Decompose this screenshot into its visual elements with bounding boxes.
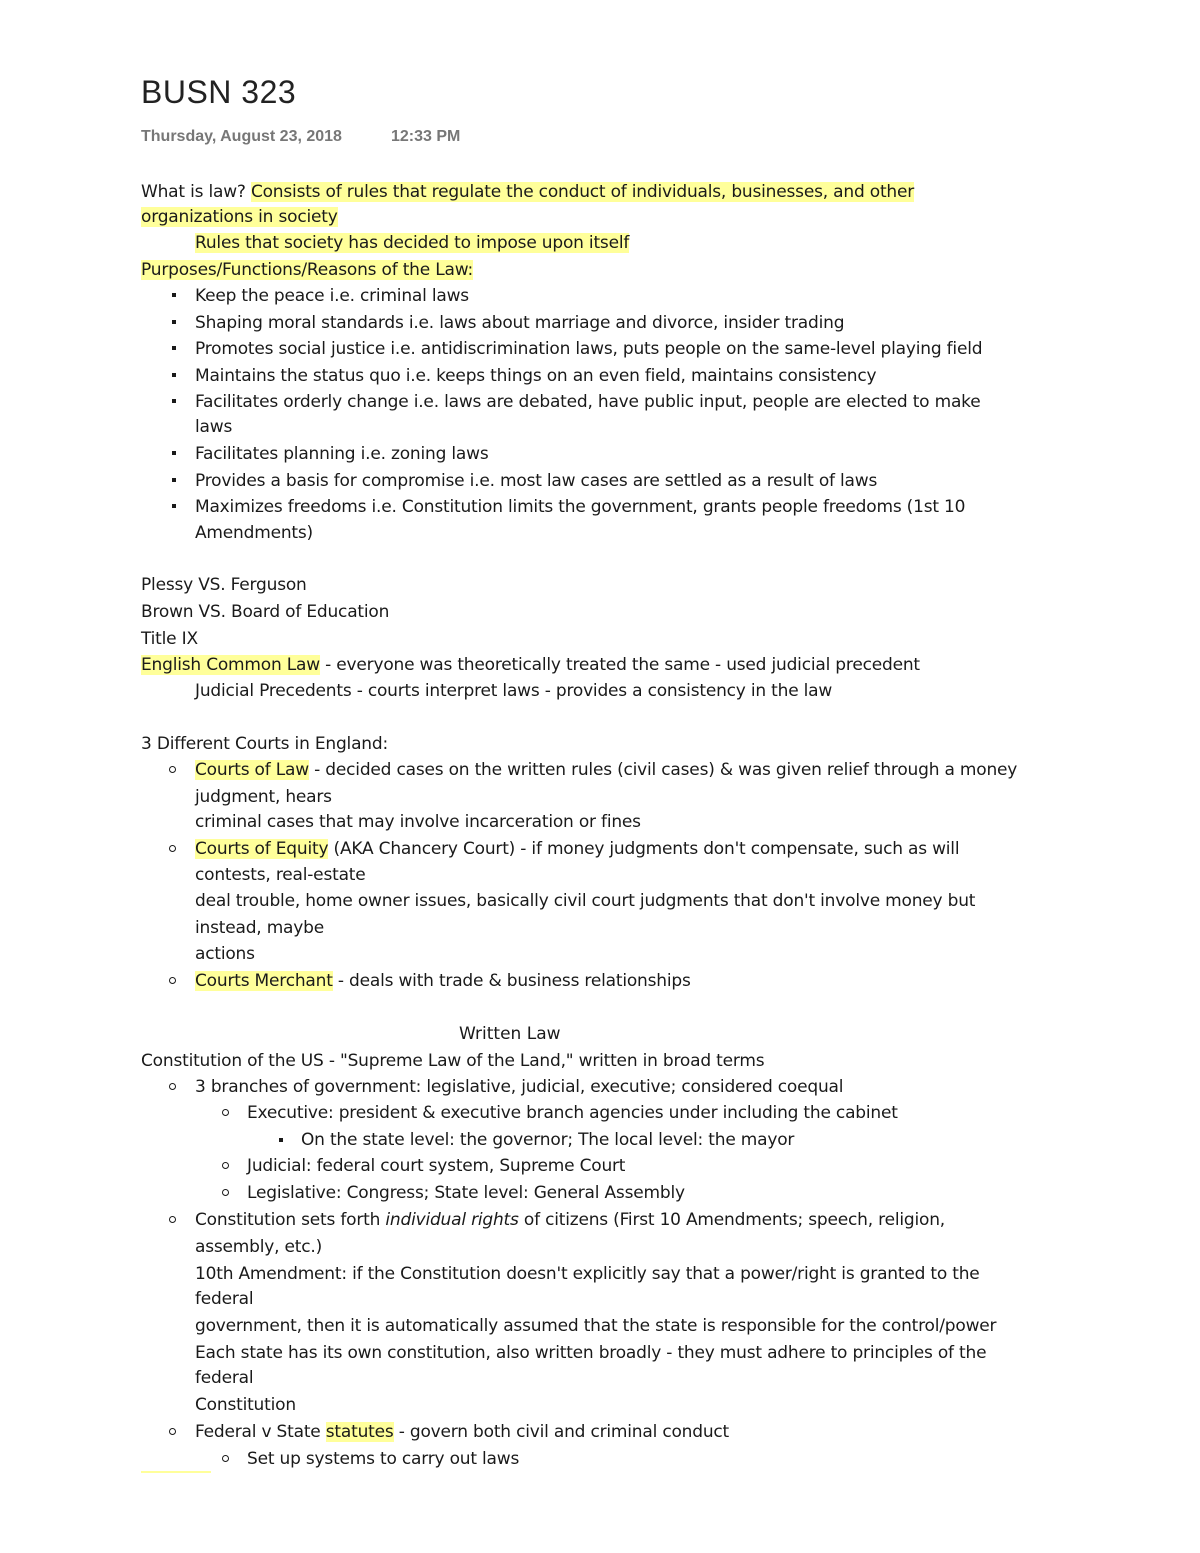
list-item-continuation: contests, real-estate	[195, 865, 366, 885]
list-item-continuation: criminal cases that may involve incarceration or fines	[195, 812, 641, 832]
text-span: - deals with trade & business relationships	[332, 971, 691, 991]
square-bullet-icon	[172, 373, 176, 377]
highlighted-text: Courts of Equity	[195, 839, 329, 859]
text-span: (AKA Chancery Court) - if money judgments don't compensate, such as will	[328, 839, 960, 859]
list-item	[195, 1421, 729, 1443]
highlighted-text: Consists of rules that regulate the conduct of individuals, businesses, and other	[250, 182, 915, 202]
highlighted-text: Rules that society has decided to impose upon itself	[195, 233, 630, 253]
text-span: Federal v State	[195, 1422, 326, 1442]
list-item-continuation: federal	[195, 1368, 254, 1388]
note-line	[141, 259, 473, 281]
list-item: Set up systems to carry out laws	[247, 1449, 520, 1469]
list-item: Shaping moral standards i.e. laws about marriage and divorce, insider trading	[195, 313, 845, 333]
square-bullet-icon	[172, 478, 176, 482]
list-item-continuation: Each state has its own constitution, also written broadly - they must adhere to principles of the	[195, 1343, 987, 1363]
square-bullet-icon	[172, 399, 176, 403]
note-line: Judicial Precedents - courts interpret laws - provides a consistency in the law	[195, 681, 833, 701]
list-item-continuation: instead, maybe	[195, 918, 324, 938]
note-line: Brown VS. Board of Education	[141, 602, 390, 622]
square-bullet-icon	[172, 504, 176, 508]
note-line	[195, 232, 629, 254]
text-span: of citizens (First 10 Amendments; speech, religion,	[518, 1210, 945, 1230]
note-line: Title IX	[141, 629, 198, 649]
list-item-continuation: laws	[195, 417, 233, 437]
highlight-mark	[141, 1471, 211, 1473]
highlighted-text: English Common Law	[141, 655, 320, 675]
circle-bullet-icon	[169, 977, 176, 984]
circle-bullet-icon	[169, 845, 176, 852]
square-bullet-icon	[279, 1138, 283, 1142]
list-item: Judicial: federal court system, Supreme Court	[247, 1156, 626, 1176]
highlighted-text: Courts Merchant	[195, 971, 333, 991]
circle-bullet-icon	[169, 1216, 176, 1223]
list-item	[195, 838, 959, 860]
square-bullet-icon	[172, 346, 176, 350]
list-item-continuation: government, then it is automatically assumed that the state is responsible for the control/power	[195, 1316, 997, 1336]
circle-bullet-icon	[169, 766, 176, 773]
note-line	[141, 181, 914, 203]
list-item: Facilitates planning i.e. zoning laws	[195, 444, 489, 464]
circle-bullet-icon	[169, 1428, 176, 1435]
list-item-continuation: assembly, etc.)	[195, 1237, 323, 1257]
list-item	[195, 1209, 945, 1231]
highlighted-text: organizations in society	[141, 207, 338, 227]
note-line	[141, 654, 920, 676]
list-item: Promotes social justice i.e. antidiscrimination laws, puts people on the same-level playing field	[195, 339, 983, 359]
list-item: Maximizes freedoms i.e. Constitution limits the government, grants people freedoms (1st 10	[195, 497, 966, 517]
list-item: Executive: president & executive branch agencies under including the cabinet	[247, 1103, 898, 1123]
list-item: Keep the peace i.e. criminal laws	[195, 286, 469, 306]
circle-bullet-icon	[169, 1083, 176, 1090]
page-title: BUSN 323	[141, 74, 297, 110]
square-bullet-icon	[172, 320, 176, 324]
list-item-continuation: Amendments)	[195, 523, 313, 543]
note-line: Plessy VS. Ferguson	[141, 575, 307, 595]
list-item: Maintains the status quo i.e. keeps things on an even field, maintains consistency	[195, 366, 877, 386]
note-date: Thursday, August 23, 2018	[141, 128, 342, 145]
list-item: Facilitates orderly change i.e. laws are debated, have public input, people are elected to make	[195, 392, 981, 412]
text-span: - everyone was theoretically treated the same - used judicial precedent	[319, 655, 920, 675]
list-item: Legislative: Congress; State level: General Assembly	[247, 1183, 685, 1203]
note-time: 12:33 PM	[391, 128, 461, 145]
text-span: - govern both civil and criminal conduct	[393, 1422, 730, 1442]
circle-bullet-icon	[222, 1109, 229, 1116]
text-span: Constitution sets forth	[195, 1210, 386, 1230]
list-item-continuation: 10th Amendment: if the Constitution doesn't explicitly say that a power/right is granted to the	[195, 1264, 980, 1284]
circle-bullet-icon	[222, 1455, 229, 1462]
section-heading: Written Law	[459, 1024, 561, 1044]
circle-bullet-icon	[222, 1189, 229, 1196]
italic-text: individual rights	[385, 1210, 519, 1230]
square-bullet-icon	[172, 451, 176, 455]
circle-bullet-icon	[222, 1162, 229, 1169]
note-line	[141, 206, 338, 228]
list-item: Provides a basis for compromise i.e. most law cases are settled as a result of laws	[195, 471, 878, 491]
list-item-continuation: actions	[195, 944, 255, 964]
note-line: 3 Different Courts in England:	[141, 734, 388, 754]
highlighted-text: statutes	[325, 1422, 394, 1442]
list-item-continuation: federal	[195, 1289, 254, 1309]
text-span: What is law?	[141, 182, 251, 202]
list-item-continuation: judgment, hears	[195, 787, 332, 807]
text-span: - decided cases on the written rules (civil cases) & was given relief through a money	[308, 760, 1018, 780]
list-item: 3 branches of government: legislative, judicial, executive; considered coequal	[195, 1077, 844, 1097]
highlighted-text: Courts of Law	[195, 760, 309, 780]
note-line: Constitution of the US - "Supreme Law of the Land," written in broad terms	[141, 1051, 765, 1071]
list-item-continuation: deal trouble, home owner issues, basically civil court judgments that don't involve money but	[195, 891, 976, 911]
list-item: On the state level: the governor; The local level: the mayor	[301, 1130, 795, 1150]
list-item	[195, 759, 1017, 781]
highlighted-text: Purposes/Functions/Reasons of the Law:	[141, 260, 474, 280]
list-item-continuation: Constitution	[195, 1395, 296, 1415]
list-item	[195, 970, 691, 992]
square-bullet-icon	[172, 293, 176, 297]
